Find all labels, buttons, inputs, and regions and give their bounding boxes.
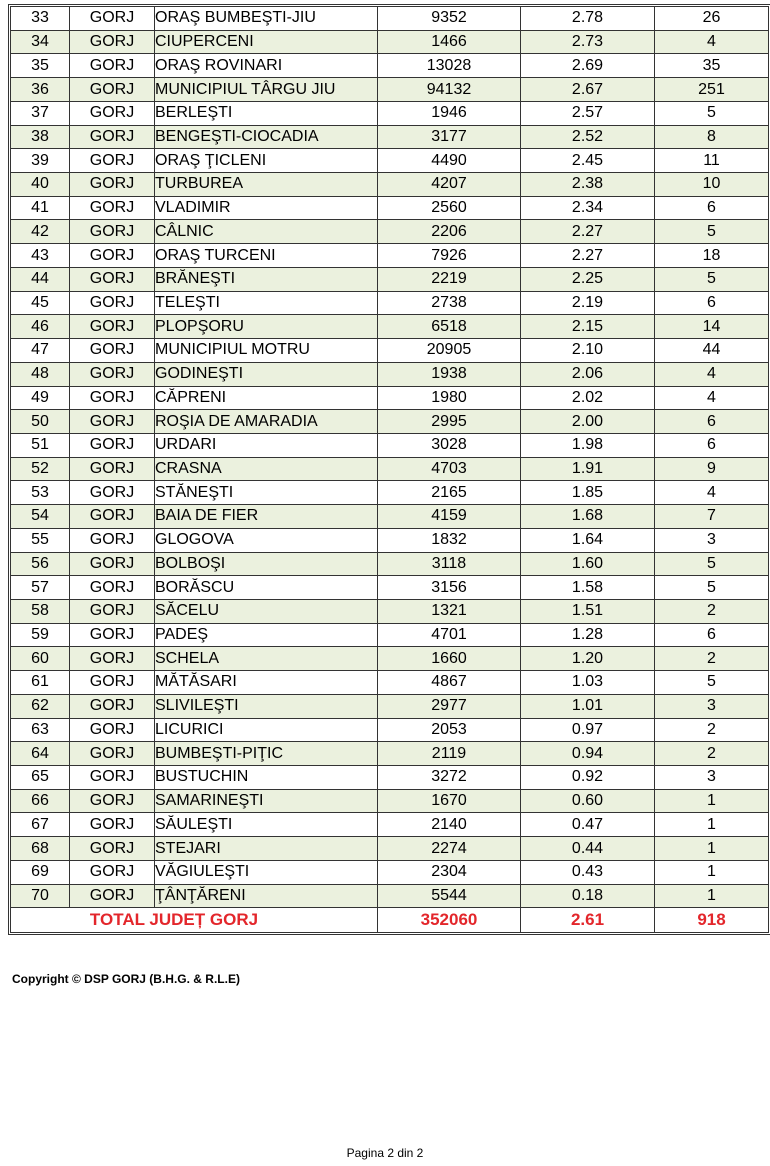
table-row [11,671,769,695]
row-number: 46 [11,315,70,339]
rate-cell: 2.78 [521,7,655,31]
county-cell: GORJ [70,220,155,244]
rate-cell: 1.64 [521,528,655,552]
rate-cell: 0.43 [521,860,655,884]
total-population: 352060 [378,908,521,933]
cases-cell: 1 [655,837,769,861]
cases-cell: 44 [655,339,769,363]
county-cell: GORJ [70,837,155,861]
rate-cell: 1.60 [521,552,655,576]
row-number: 50 [11,410,70,434]
population-cell: 2219 [378,267,521,291]
rate-cell: 2.69 [521,54,655,78]
county-cell: GORJ [70,766,155,790]
county-cell: GORJ [70,671,155,695]
table-row [11,386,769,410]
population-cell: 2165 [378,481,521,505]
population-cell: 1938 [378,362,521,386]
locality-cell: TELEŞTI [155,291,378,315]
population-cell: 4207 [378,173,521,197]
row-number: 49 [11,386,70,410]
cases-cell: 2 [655,742,769,766]
cases-cell: 18 [655,244,769,268]
table-row [11,244,769,268]
population-cell: 4703 [378,457,521,481]
rate-cell: 2.27 [521,220,655,244]
population-cell: 2206 [378,220,521,244]
locality-cell: ŢÂNŢĂRENI [155,884,378,908]
locality-cell: BORĂSCU [155,576,378,600]
cases-cell: 6 [655,196,769,220]
copyright-note: Copyright © DSP GORJ (B.H.G. & R.L.E) [12,972,240,986]
county-cell: GORJ [70,291,155,315]
cases-cell: 6 [655,291,769,315]
row-number: 41 [11,196,70,220]
row-number: 60 [11,647,70,671]
table-row [11,576,769,600]
county-cell: GORJ [70,552,155,576]
locality-cell: SCHELA [155,647,378,671]
table-row [11,884,769,908]
row-number: 66 [11,789,70,813]
county-cell: GORJ [70,267,155,291]
population-cell: 20905 [378,339,521,363]
row-number: 40 [11,173,70,197]
population-cell: 1980 [378,386,521,410]
population-cell: 2053 [378,718,521,742]
row-number: 44 [11,267,70,291]
table-row [11,362,769,386]
county-cell: GORJ [70,457,155,481]
total-cases: 918 [655,908,769,933]
cases-cell: 3 [655,528,769,552]
county-cell: GORJ [70,362,155,386]
row-number: 69 [11,860,70,884]
row-number: 68 [11,837,70,861]
population-cell: 1946 [378,101,521,125]
row-number: 64 [11,742,70,766]
table-row [11,742,769,766]
row-number: 56 [11,552,70,576]
row-number: 43 [11,244,70,268]
rate-cell: 2.15 [521,315,655,339]
county-cell: GORJ [70,196,155,220]
cases-cell: 5 [655,267,769,291]
row-number: 54 [11,505,70,529]
table-row [11,433,769,457]
county-cell: GORJ [70,244,155,268]
county-cell: GORJ [70,433,155,457]
cases-cell: 14 [655,315,769,339]
rate-cell: 2.10 [521,339,655,363]
total-rate: 2.61 [521,908,655,933]
rate-cell: 2.27 [521,244,655,268]
population-cell: 4867 [378,671,521,695]
rate-cell: 2.06 [521,362,655,386]
rate-cell: 1.58 [521,576,655,600]
cases-cell: 6 [655,433,769,457]
rate-cell: 0.44 [521,837,655,861]
locality-cell: SĂCELU [155,599,378,623]
locality-cell: ROŞIA DE AMARADIA [155,410,378,434]
row-number: 65 [11,766,70,790]
table-row [11,291,769,315]
data-table-frame [8,4,770,935]
locality-cell: CRASNA [155,457,378,481]
locality-cell: ORAŞ TURCENI [155,244,378,268]
row-number: 63 [11,718,70,742]
population-cell: 2274 [378,837,521,861]
cases-cell: 7 [655,505,769,529]
table-row [11,101,769,125]
population-cell: 4701 [378,623,521,647]
rate-cell: 2.57 [521,101,655,125]
page-number: Pagina 2 din 2 [346,1146,424,1160]
table-row [11,718,769,742]
table-row [11,7,769,31]
rate-cell: 2.00 [521,410,655,434]
cases-cell: 2 [655,647,769,671]
cases-cell: 11 [655,149,769,173]
total-row [11,908,769,933]
table-row [11,54,769,78]
table-row [11,860,769,884]
cases-cell: 6 [655,623,769,647]
table-row [11,149,769,173]
county-cell: GORJ [70,54,155,78]
county-cell: GORJ [70,789,155,813]
rate-cell: 0.92 [521,766,655,790]
cases-cell: 4 [655,386,769,410]
cases-cell: 4 [655,481,769,505]
county-cell: GORJ [70,860,155,884]
rate-cell: 0.97 [521,718,655,742]
population-cell: 1660 [378,647,521,671]
locality-cell: BAIA DE FIER [155,505,378,529]
table-row [11,694,769,718]
row-number: 39 [11,149,70,173]
rate-cell: 1.01 [521,694,655,718]
population-cell: 7926 [378,244,521,268]
locality-cell: TURBUREA [155,173,378,197]
locality-cell: VĂGIULEŞTI [155,860,378,884]
population-cell: 2140 [378,813,521,837]
county-cell: GORJ [70,576,155,600]
table-row [11,315,769,339]
row-number: 34 [11,30,70,54]
locality-cell: ORAŞ ROVINARI [155,54,378,78]
population-cell: 3272 [378,766,521,790]
locality-cell: STEJARI [155,837,378,861]
county-cell: GORJ [70,599,155,623]
table-row [11,220,769,244]
row-number: 59 [11,623,70,647]
population-cell: 5544 [378,884,521,908]
total-label: TOTAL JUDEȚ GORJ [11,908,378,933]
locality-cell: CĂPRENI [155,386,378,410]
rate-cell: 2.38 [521,173,655,197]
rate-cell: 1.68 [521,505,655,529]
rate-cell: 1.85 [521,481,655,505]
county-cell: GORJ [70,718,155,742]
cases-cell: 6 [655,410,769,434]
population-cell: 1321 [378,599,521,623]
rate-cell: 2.25 [521,267,655,291]
population-cell: 94132 [378,78,521,102]
population-cell: 2738 [378,291,521,315]
county-cell: GORJ [70,386,155,410]
cases-cell: 4 [655,30,769,54]
table-row [11,78,769,102]
cases-cell: 3 [655,766,769,790]
locality-cell: GODINEŞTI [155,362,378,386]
cases-cell: 1 [655,813,769,837]
county-cell: GORJ [70,647,155,671]
county-cell: GORJ [70,339,155,363]
rate-cell: 1.03 [521,671,655,695]
locality-cell: ORAŞ BUMBEŞTI-JIU [155,7,378,31]
cases-cell: 35 [655,54,769,78]
row-number: 36 [11,78,70,102]
population-cell: 2977 [378,694,521,718]
table-row [11,528,769,552]
county-cell: GORJ [70,884,155,908]
population-cell: 9352 [378,7,521,31]
rate-cell: 2.02 [521,386,655,410]
row-number: 48 [11,362,70,386]
rate-cell: 0.60 [521,789,655,813]
locality-cell: LICURICI [155,718,378,742]
locality-cell: BUSTUCHIN [155,766,378,790]
county-cell: GORJ [70,813,155,837]
county-cell: GORJ [70,694,155,718]
locality-cell: URDARI [155,433,378,457]
locality-cell: BERLEŞTI [155,101,378,125]
population-cell: 2560 [378,196,521,220]
row-number: 55 [11,528,70,552]
county-cell: GORJ [70,505,155,529]
table-row [11,125,769,149]
locality-cell: BOLBOŞI [155,552,378,576]
population-cell: 1466 [378,30,521,54]
population-cell: 13028 [378,54,521,78]
cases-cell: 10 [655,173,769,197]
table-row [11,339,769,363]
county-cell: GORJ [70,173,155,197]
row-number: 57 [11,576,70,600]
population-cell: 3118 [378,552,521,576]
table-row [11,766,769,790]
cases-cell: 4 [655,362,769,386]
cases-cell: 3 [655,694,769,718]
locality-cell: CIUPERCENI [155,30,378,54]
cases-cell: 1 [655,789,769,813]
locality-cell: MUNICIPIUL TÂRGU JIU [155,78,378,102]
population-cell: 4159 [378,505,521,529]
locality-cell: STĂNEŞTI [155,481,378,505]
cases-cell: 2 [655,599,769,623]
rate-cell: 2.67 [521,78,655,102]
row-number: 47 [11,339,70,363]
rate-cell: 1.98 [521,433,655,457]
population-cell: 2119 [378,742,521,766]
row-number: 35 [11,54,70,78]
locality-cell: PLOPŞORU [155,315,378,339]
cases-cell: 9 [655,457,769,481]
table-row [11,599,769,623]
cases-cell: 1 [655,860,769,884]
cases-cell: 5 [655,220,769,244]
county-cell: GORJ [70,623,155,647]
cases-cell: 26 [655,7,769,31]
population-cell: 3156 [378,576,521,600]
locality-cell: SĂULEŞTI [155,813,378,837]
rate-cell: 2.34 [521,196,655,220]
population-cell: 2995 [378,410,521,434]
row-number: 38 [11,125,70,149]
county-cell: GORJ [70,149,155,173]
row-number: 45 [11,291,70,315]
table-row [11,813,769,837]
county-cell: GORJ [70,125,155,149]
row-number: 53 [11,481,70,505]
cases-cell: 251 [655,78,769,102]
rate-cell: 2.52 [521,125,655,149]
county-cell: GORJ [70,742,155,766]
rate-cell: 0.18 [521,884,655,908]
locality-cell: ORAŞ ŢICLENI [155,149,378,173]
locality-cell: GLOGOVA [155,528,378,552]
cases-cell: 5 [655,576,769,600]
cases-cell: 1 [655,884,769,908]
locality-cell: VLADIMIR [155,196,378,220]
population-cell: 2304 [378,860,521,884]
locality-cell: SAMARINEŞTI [155,789,378,813]
rate-cell: 1.51 [521,599,655,623]
rate-cell: 2.19 [521,291,655,315]
county-cell: GORJ [70,30,155,54]
cases-cell: 8 [655,125,769,149]
table-row [11,267,769,291]
population-cell: 1670 [378,789,521,813]
row-number: 70 [11,884,70,908]
rate-cell: 0.47 [521,813,655,837]
rate-cell: 1.20 [521,647,655,671]
county-cell: GORJ [70,101,155,125]
table-row [11,30,769,54]
row-number: 61 [11,671,70,695]
row-number: 52 [11,457,70,481]
table-row [11,623,769,647]
rate-cell: 0.94 [521,742,655,766]
cases-cell: 5 [655,101,769,125]
locality-cell: BRĂNEŞTI [155,267,378,291]
county-cell: GORJ [70,7,155,31]
table-row [11,481,769,505]
population-cell: 6518 [378,315,521,339]
row-number: 42 [11,220,70,244]
population-cell: 3028 [378,433,521,457]
county-cell: GORJ [70,528,155,552]
rate-cell: 1.91 [521,457,655,481]
table-body [11,7,769,933]
locality-cell: MUNICIPIUL MOTRU [155,339,378,363]
rate-cell: 1.28 [521,623,655,647]
table-row [11,196,769,220]
table-row [11,647,769,671]
table-row [11,173,769,197]
county-cell: GORJ [70,78,155,102]
locality-cell: PADEŞ [155,623,378,647]
row-number: 62 [11,694,70,718]
locality-cell: BUMBEŞTI-PIŢIC [155,742,378,766]
population-cell: 3177 [378,125,521,149]
table-row [11,837,769,861]
table-row [11,457,769,481]
table-row [11,552,769,576]
row-number: 67 [11,813,70,837]
population-cell: 4490 [378,149,521,173]
row-number: 51 [11,433,70,457]
cases-cell: 5 [655,671,769,695]
population-cell: 1832 [378,528,521,552]
cases-cell: 5 [655,552,769,576]
locality-cell: BENGEŞTI-CIOCADIA [155,125,378,149]
county-cell: GORJ [70,481,155,505]
cases-cell: 2 [655,718,769,742]
locality-cell: CÂLNIC [155,220,378,244]
row-number: 58 [11,599,70,623]
locality-cell: MĂTĂSARI [155,671,378,695]
row-number: 37 [11,101,70,125]
table-row [11,410,769,434]
table-row [11,789,769,813]
table-row [11,505,769,529]
rate-cell: 2.73 [521,30,655,54]
row-number: 33 [11,7,70,31]
locality-cell: SLIVILEŞTI [155,694,378,718]
data-table [10,6,769,933]
county-cell: GORJ [70,410,155,434]
rate-cell: 2.45 [521,149,655,173]
county-cell: GORJ [70,315,155,339]
